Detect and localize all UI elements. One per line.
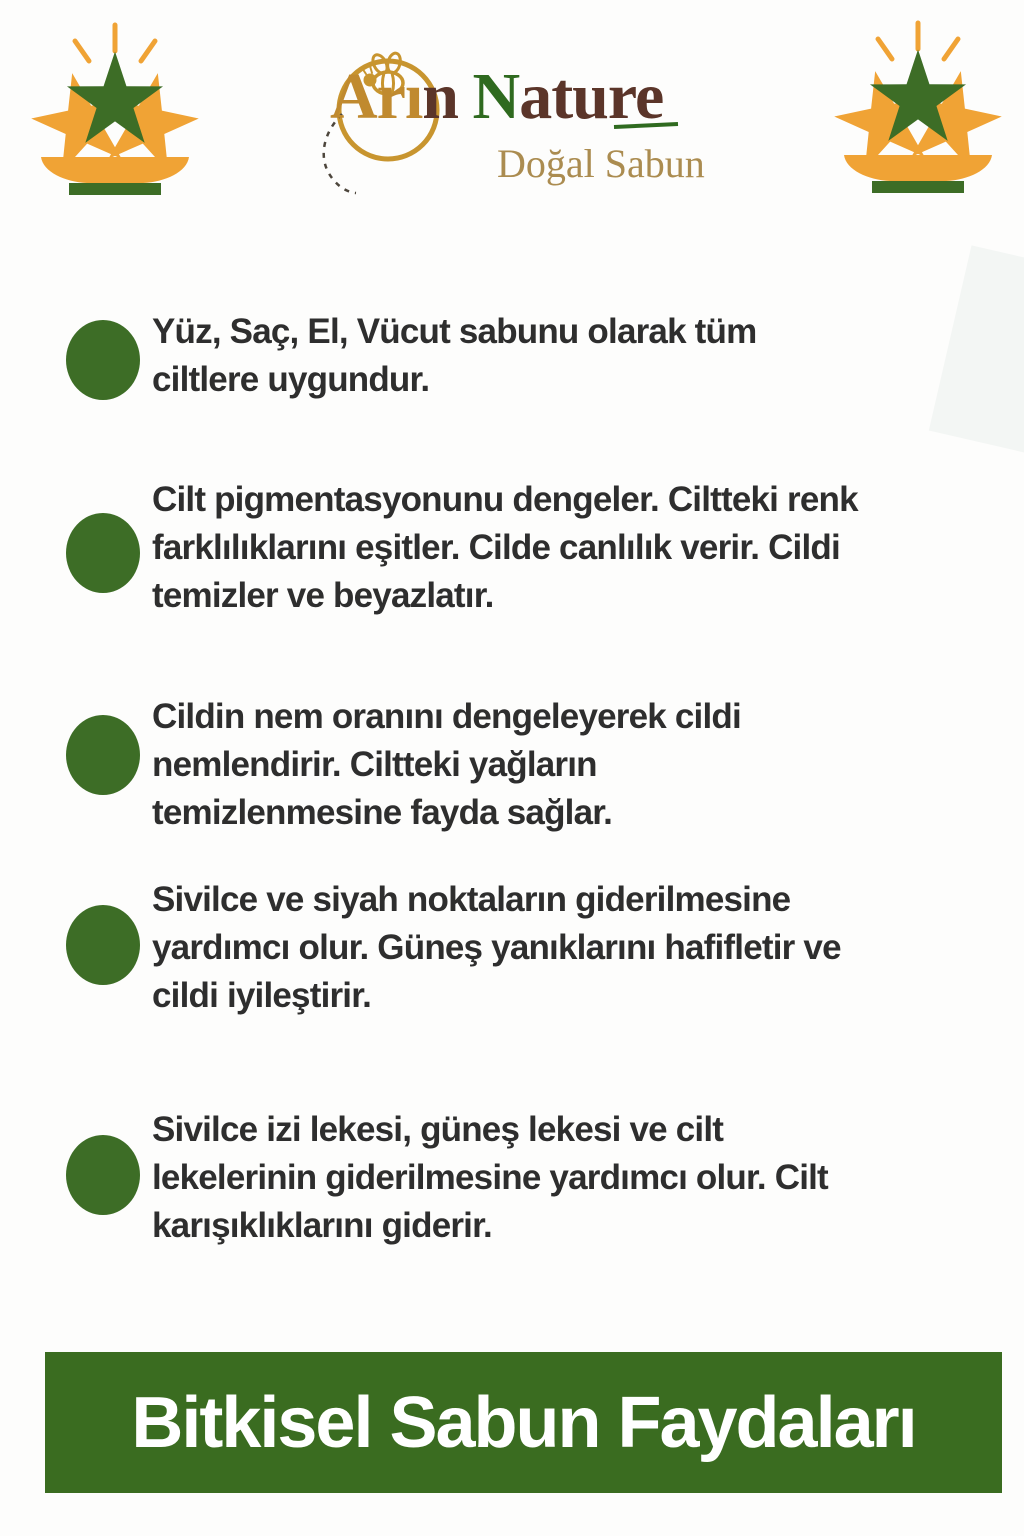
benefit-line: Sivilce izi lekesi, güneş lekesi ve cilt	[152, 1110, 724, 1149]
benefit-line: cildi iyileştirir.	[152, 976, 372, 1015]
benefit-line: farklılıklarını eşitler. Cilde canlılık verir. Cildi	[152, 528, 840, 567]
benefit-item	[66, 1106, 916, 1250]
benefit-dot	[66, 320, 140, 400]
benefit-dot	[66, 1135, 140, 1215]
brand-segment: n	[422, 60, 459, 133]
benefit-dot	[66, 513, 140, 593]
brand-subtitle: Doğal Sabun	[497, 141, 705, 186]
brand-name	[330, 60, 664, 133]
benefit-text	[152, 876, 916, 1020]
brand-segment: Arı	[330, 60, 423, 133]
benefit-text	[152, 476, 916, 620]
benefit-line: lekelerinin giderilmesine yardımcı olur. Cilt	[152, 1158, 828, 1197]
footer-banner	[45, 1352, 1002, 1493]
benefit-dot	[66, 715, 140, 795]
benefit-text	[152, 308, 916, 404]
brand-segment: N	[472, 60, 520, 133]
benefit-line: karışıklıklarını giderir.	[152, 1206, 492, 1245]
benefit-line: ciltlere uygundur.	[152, 360, 430, 399]
benefit-item	[66, 308, 916, 404]
benefit-line: temizler ve beyazlatır.	[152, 576, 494, 615]
star-crown-icon	[25, 20, 205, 198]
benefit-line: Cilt pigmentasyonunu dengeler. Ciltteki renk	[152, 480, 858, 519]
star-crown-icon	[828, 18, 1008, 196]
benefit-item	[66, 693, 916, 837]
benefit-item	[66, 476, 916, 620]
benefit-line: Cildin nem oranını dengeleyerek cildi	[152, 697, 741, 736]
benefit-text	[152, 1106, 916, 1250]
benefit-text	[152, 693, 916, 837]
benefit-line: temizlenmesine fayda sağlar.	[152, 793, 613, 832]
background-watermark	[929, 245, 1024, 468]
benefit-line: Yüz, Saç, El, Vücut sabunu olarak tüm	[152, 312, 757, 351]
brand-segment: ature	[519, 60, 664, 133]
brand-logo	[312, 50, 732, 190]
benefit-line: Sivilce ve siyah noktaların giderilmesine	[152, 880, 791, 919]
benefit-line: nemlendirir. Ciltteki yağların	[152, 745, 597, 784]
banner-title: Bitkisel Sabun Faydaları	[131, 1382, 916, 1463]
benefit-dot	[66, 905, 140, 985]
benefit-item	[66, 876, 916, 1020]
benefit-line: yardımcı olur. Güneş yanıklarını hafifletir ve	[152, 928, 841, 967]
